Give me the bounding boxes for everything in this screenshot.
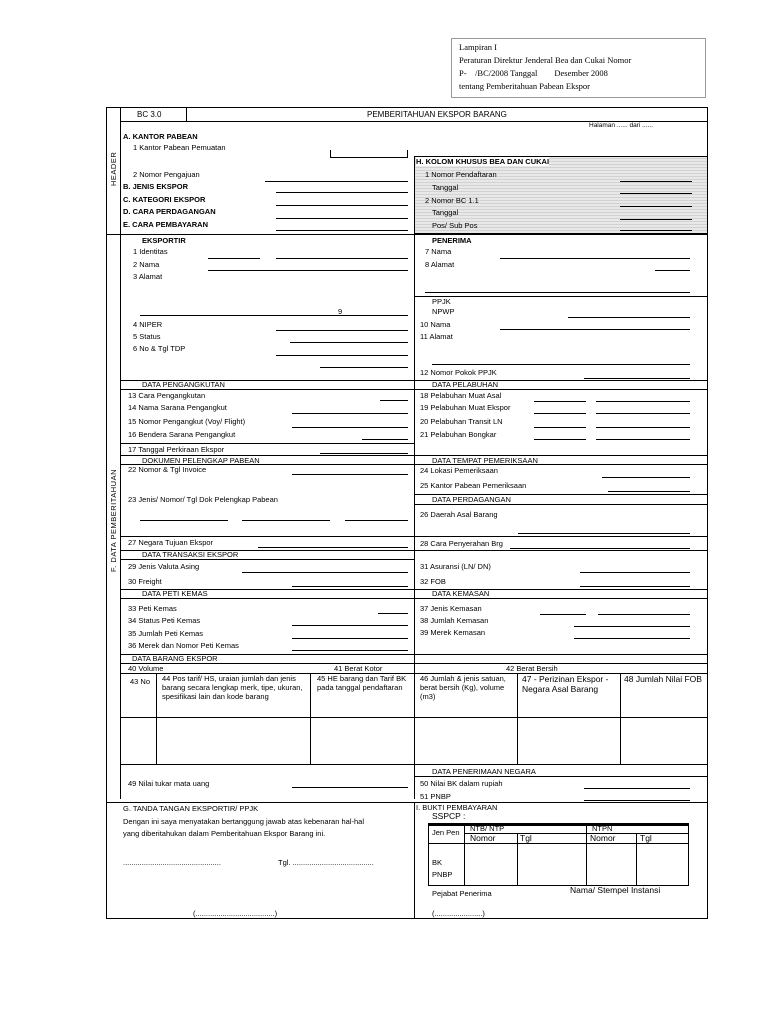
input-kantor-pemeriksaan[interactable] bbox=[608, 491, 690, 492]
form-title: PEMBERITAHUAN EKSPOR BARANG bbox=[367, 110, 507, 119]
input-status-peti-kemas[interactable] bbox=[292, 625, 408, 626]
label-cara-penyerahan: 28 Cara Penyerahan Brg bbox=[420, 539, 503, 548]
heading-bukti-pembayaran: I. BUKTI PEMBAYARAN bbox=[416, 803, 498, 812]
label-nilai-bk: 50 Nilai BK dalam rupiah bbox=[420, 779, 503, 788]
label-nama-eksportir: 2 Nama bbox=[133, 260, 160, 269]
text-pernyataan-2: yang diberitahukan dalam Pemberitahuan Ekspor Barang ini. bbox=[123, 829, 326, 838]
label-nama-ppjk: 10 Nama bbox=[420, 320, 451, 329]
label-nomor-pokok-ppjk: 12 Nomor Pokok PPJK bbox=[420, 368, 497, 377]
input-nomor-pengajuan[interactable] bbox=[265, 181, 408, 182]
label-nama-penerima: 7 Nama bbox=[425, 247, 452, 256]
input-cara-penyerahan[interactable] bbox=[510, 548, 690, 549]
label-bendera-sarana: 16 Bendera Sarana Pengangkut bbox=[128, 430, 236, 439]
label-alamat-ppjk: 11 Alamat bbox=[420, 332, 453, 341]
input-tgl-tdp[interactable] bbox=[320, 367, 408, 368]
input-nomor-invoice[interactable] bbox=[292, 474, 408, 475]
label-cara-pengangkutan: 13 Cara Pengangkutan bbox=[128, 391, 206, 400]
label-merek-kemasan: 39 Merek Kemasan bbox=[420, 628, 486, 637]
label-identitas: 1 Identitas bbox=[133, 247, 168, 256]
label-jenis-kemasan: 37 Jenis Kemasan bbox=[420, 604, 482, 613]
input-peti-kemas[interactable] bbox=[378, 613, 408, 614]
col-ntpn: NTPN bbox=[592, 824, 613, 833]
input-pelabuhan-muat-asal-kode[interactable] bbox=[534, 401, 586, 402]
page-count: Halaman ...... dari ...... bbox=[589, 122, 653, 129]
label-peti-kemas: 33 Peti Kemas bbox=[128, 604, 177, 613]
input-tanggal-pendaftaran[interactable] bbox=[620, 193, 692, 194]
col-tgl-2: Tgl bbox=[640, 833, 652, 843]
input-alamat-ppjk[interactable] bbox=[432, 364, 690, 365]
input-dok-nomor[interactable] bbox=[242, 520, 330, 521]
label-tanggal-pendaftaran: Tanggal bbox=[432, 183, 459, 192]
input-asuransi[interactable] bbox=[580, 572, 690, 573]
col-header-perizinan: 47 - Perizinan Ekspor - Negara Asal Barang bbox=[522, 674, 609, 694]
heading-dokumen-pelengkap: DOKUMEN PELENGKAP PABEAN bbox=[142, 456, 260, 465]
label-jenis-valuta: 29 Jenis Valuta Asing bbox=[128, 562, 200, 571]
heading-transaksi-ekspor: DATA TRANSAKSI EKSPOR bbox=[142, 550, 239, 559]
input-jumlah-kemasan[interactable] bbox=[574, 626, 690, 627]
col-nomor-2: Nomor bbox=[590, 833, 616, 843]
label-no-tgl-tdp: 6 No & Tgl TDP bbox=[133, 344, 186, 353]
input-cara-perdagangan[interactable] bbox=[276, 218, 408, 219]
input-kantor-code[interactable] bbox=[330, 150, 408, 158]
text-pernyataan-1: Dengan ini saya menyatakan bertanggung jawab atas kebenaran hal-hal bbox=[123, 817, 364, 826]
input-dok-tanggal[interactable] bbox=[345, 520, 408, 521]
input-nama-pejabat[interactable]: (.......................) bbox=[432, 909, 485, 918]
col-header-nilai-fob: 48 Jumlah Nilai FOB bbox=[624, 674, 702, 684]
col-header-uraian: 44 Pos tarif/ HS, uraian jumlah dan jenis barang secara lengkap merk, tipe, ukuran, spesifikasi lain dan kode barang bbox=[162, 674, 303, 701]
input-alamat-penerima-2[interactable] bbox=[425, 292, 690, 293]
input-jumlah-peti-kemas[interactable] bbox=[292, 638, 408, 639]
input-negara-tujuan[interactable] bbox=[258, 547, 408, 548]
heading-penerimaan-negara: DATA PENERIMAAN NEGARA bbox=[432, 767, 536, 776]
input-identitas-jenis[interactable] bbox=[208, 258, 260, 259]
label-nomor-invoice: 22 Nomor & Tgl Invoice bbox=[128, 465, 207, 474]
heading-pengangkutan: DATA PENGANGKUTAN bbox=[142, 380, 225, 389]
input-daerah-asal[interactable] bbox=[518, 533, 690, 534]
form-code: BC 3.0 bbox=[137, 110, 162, 119]
input-fob[interactable] bbox=[580, 586, 690, 587]
heading-kemasan: DATA KEMASAN bbox=[432, 589, 490, 598]
input-nama-penerima[interactable] bbox=[500, 258, 690, 259]
label-nomor-pengangkut: 15 Nomor Pengangkut (Voy/ Flight) bbox=[128, 417, 246, 426]
input-jenis-ekspor[interactable] bbox=[276, 192, 408, 193]
label-status: 5 Status bbox=[133, 332, 161, 341]
input-tanggal-bc11[interactable] bbox=[620, 219, 692, 220]
heading-eksportir: EKSPORTIR bbox=[142, 236, 186, 245]
label-alamat-penerima: 8 Alamat bbox=[425, 260, 455, 269]
input-pelabuhan-muat-ekspor-kode[interactable] bbox=[534, 413, 586, 414]
input-jenis-kemasan[interactable] bbox=[598, 614, 690, 615]
label-jumlah-peti-kemas: 35 Jumlah Peti Kemas bbox=[128, 629, 204, 638]
label-pnbp: 51 PNBP bbox=[420, 792, 451, 801]
input-nilai-tukar[interactable] bbox=[292, 787, 408, 788]
label-jenis-ekspor: B. JENIS EKSPOR bbox=[123, 182, 189, 191]
input-tanggal-ttd[interactable]: Tgl. ....................................... bbox=[278, 858, 374, 867]
col-header-no: 43 No bbox=[130, 677, 151, 686]
input-pelabuhan-bongkar-kode[interactable] bbox=[534, 439, 586, 440]
label-merek-peti-kemas: 36 Merek dan Nomor Peti Kemas bbox=[128, 641, 239, 650]
input-no-tdp[interactable] bbox=[276, 355, 408, 356]
input-pos-subpos[interactable] bbox=[620, 230, 692, 231]
input-tanggal-perkiraan[interactable] bbox=[320, 453, 408, 454]
input-nomor-pokok-ppjk[interactable] bbox=[584, 378, 690, 379]
row-bk: BK bbox=[432, 858, 443, 867]
label-berat-bersih: 42 Berat Bersih bbox=[506, 664, 558, 673]
lampiran-line2: P- /BC/2008 Tanggal Desember 2008 bbox=[459, 68, 608, 78]
input-freight[interactable] bbox=[292, 586, 408, 587]
label-pelabuhan-transit: 20 Pelabuhan Transit LN bbox=[420, 417, 503, 426]
heading-perdagangan: DATA PERDAGANGAN bbox=[432, 495, 511, 504]
input-bendera-sarana[interactable] bbox=[362, 439, 408, 440]
label-nomor-pengajuan: 2 Nomor Pengajuan bbox=[133, 170, 200, 179]
lampiran-line3: tentang Pemberitahuan Pabean Ekspor bbox=[459, 81, 591, 91]
label-kantor-pemeriksaan: 25 Kantor Pabean Pemeriksaan bbox=[420, 481, 527, 490]
input-cara-pengangkutan[interactable] bbox=[380, 400, 408, 401]
label-cara-perdagangan: D. CARA PERDAGANGAN bbox=[123, 207, 216, 216]
label-npwp: NPWP bbox=[432, 307, 455, 316]
main-column-divider bbox=[414, 234, 415, 799]
input-pelabuhan-muat-ekspor[interactable] bbox=[596, 413, 690, 414]
heading-ppjk: PPJK bbox=[432, 297, 451, 306]
heading-penerima: PENERIMA bbox=[432, 236, 472, 245]
input-jenis-valuta[interactable] bbox=[242, 572, 408, 573]
heading-pelabuhan: DATA PELABUHAN bbox=[432, 380, 498, 389]
side-label-data: F. DATA PEMBERITAHUAN bbox=[109, 468, 118, 572]
label-alamat-eksportir: 3 Alamat bbox=[133, 272, 163, 281]
lampiran-line1: Peraturan Direktur Jenderal Bea dan Cukai Nomor bbox=[459, 55, 632, 65]
input-nilai-bk[interactable] bbox=[584, 788, 690, 789]
input-pelabuhan-transit[interactable] bbox=[596, 427, 690, 428]
label-nilai-tukar: 49 Nilai tukar mata uang bbox=[128, 779, 210, 788]
row-pnbp: PNBP bbox=[432, 870, 453, 879]
input-nomor-bc11[interactable] bbox=[620, 206, 692, 207]
label-kategori-ekspor: C. KATEGORI EKSPOR bbox=[123, 195, 206, 204]
label-berat-kotor: 41 Berat Kotor bbox=[334, 664, 383, 673]
heading-peti-kemas: DATA PETI KEMAS bbox=[142, 589, 208, 598]
input-alamat-eksportir[interactable] bbox=[140, 315, 408, 316]
input-nama-ppjk[interactable] bbox=[500, 329, 690, 330]
label-negara-tujuan: 27 Negara Tujuan Ekspor bbox=[128, 538, 214, 547]
col-header-jumlah-satuan: 46 Jumlah & jenis satuan, berat bersih (Kg), volume (m3) bbox=[420, 674, 506, 701]
label-field-9: 9 bbox=[338, 307, 343, 316]
input-pnbp[interactable] bbox=[584, 800, 690, 801]
label-fob: 32 FOB bbox=[420, 577, 446, 586]
input-niper[interactable] bbox=[276, 330, 408, 331]
label-cara-pembayaran: E. CARA PEMBAYARAN bbox=[123, 220, 209, 229]
label-kantor-pemuatan: 1 Kantor Pabean Pemuatan bbox=[133, 143, 226, 152]
input-pelabuhan-bongkar[interactable] bbox=[596, 439, 690, 440]
heading-tempat-pemeriksaan: DATA TEMPAT PEMERIKSAAN bbox=[432, 456, 538, 465]
col-nomor-1: Nomor bbox=[470, 833, 496, 843]
input-cara-pembayaran[interactable] bbox=[276, 230, 408, 231]
input-lokasi-pemeriksaan[interactable] bbox=[602, 477, 690, 478]
input-status[interactable] bbox=[290, 342, 408, 343]
input-tempat[interactable]: ............................................... bbox=[123, 858, 221, 867]
input-nomor-pendaftaran[interactable] bbox=[620, 181, 692, 182]
col-jen-pen: Jen Pen bbox=[432, 828, 460, 837]
label-dok-pelengkap: 23 Jenis/ Nomor/ Tgl Dok Pelengkap Pabean bbox=[128, 495, 278, 504]
label-kolom-khusus: H. KOLOM KHUSUS BEA DAN CUKAI bbox=[416, 157, 550, 166]
input-nama-eksportir[interactable] bbox=[208, 270, 408, 271]
lampiran-title: Lampiran I bbox=[459, 42, 497, 52]
label-pejabat-penerima: Pejabat Penerima bbox=[432, 889, 492, 898]
input-jenis-kemasan-kode[interactable] bbox=[540, 614, 586, 615]
input-alamat-penerima[interactable] bbox=[655, 270, 690, 271]
side-label-header: HEADER bbox=[109, 151, 118, 186]
input-nama-penandatangan[interactable]: (......................................) bbox=[193, 909, 278, 918]
label-asuransi: 31 Asuransi (LN/ DN) bbox=[420, 562, 491, 571]
label-kantor-pabean: A. KANTOR PABEAN bbox=[123, 132, 198, 141]
label-daerah-asal: 26 Daerah Asal Barang bbox=[420, 510, 498, 519]
label-nomor-bc11: 2 Nomor BC 1.1 bbox=[425, 196, 479, 205]
label-sspcp: SSPCP : bbox=[432, 811, 466, 821]
label-jumlah-kemasan: 38 Jumlah Kemasan bbox=[420, 616, 489, 625]
label-tanggal-bc11: Tanggal bbox=[432, 208, 459, 217]
input-nomor-pengangkut[interactable] bbox=[292, 427, 408, 428]
side-column-divider bbox=[120, 107, 121, 799]
label-niper: 4 NIPER bbox=[133, 320, 163, 329]
label-tanggal-perkiraan: 17 Tanggal Perkiraan Ekspor bbox=[128, 445, 225, 454]
input-npwp[interactable] bbox=[568, 317, 690, 318]
label-lokasi-pemeriksaan: 24 Lokasi Pemeriksaan bbox=[420, 466, 498, 475]
col-header-he-tarif: 45 HE barang dan Tarif BK pada tanggal pendaftaran bbox=[317, 674, 407, 692]
col-ntb-ntp: NTB/ NTP bbox=[470, 824, 505, 833]
label-pelabuhan-bongkar: 21 Pelabuhan Bongkar bbox=[420, 430, 497, 439]
heading-tanda-tangan: G. TANDA TANGAN EKSPORTIR/ PPJK bbox=[123, 804, 259, 813]
label-pelabuhan-muat-ekspor: 19 Pelabuhan Muat Ekspor bbox=[420, 403, 511, 412]
input-pelabuhan-transit-kode[interactable] bbox=[534, 427, 586, 428]
label-pelabuhan-muat-asal: 18 Pelabuhan Muat Asal bbox=[420, 391, 502, 400]
input-kategori-ekspor[interactable] bbox=[276, 205, 408, 206]
label-stempel-instansi: Nama/ Stempel Instansi bbox=[570, 885, 661, 895]
input-nama-sarana[interactable] bbox=[292, 413, 408, 414]
heading-barang-ekspor: DATA BARANG EKSPOR bbox=[132, 654, 218, 663]
input-identitas-nomor[interactable] bbox=[276, 258, 408, 259]
input-dok-jenis[interactable] bbox=[140, 520, 228, 521]
label-volume: 40 Volume bbox=[128, 664, 164, 673]
input-merek-peti-kemas[interactable] bbox=[292, 650, 408, 651]
label-status-peti-kemas: 34 Status Peti Kemas bbox=[128, 616, 201, 625]
label-pos-subpos: Pos/ Sub Pos bbox=[432, 221, 478, 230]
input-merek-kemasan[interactable] bbox=[574, 638, 690, 639]
input-pelabuhan-muat-asal[interactable] bbox=[596, 401, 690, 402]
label-freight: 30 Freight bbox=[128, 577, 162, 586]
label-nama-sarana: 14 Nama Sarana Pengangkut bbox=[128, 403, 227, 412]
label-nomor-pendaftaran: 1 Nomor Pendaftaran bbox=[425, 170, 497, 179]
col-tgl-1: Tgl bbox=[520, 833, 532, 843]
